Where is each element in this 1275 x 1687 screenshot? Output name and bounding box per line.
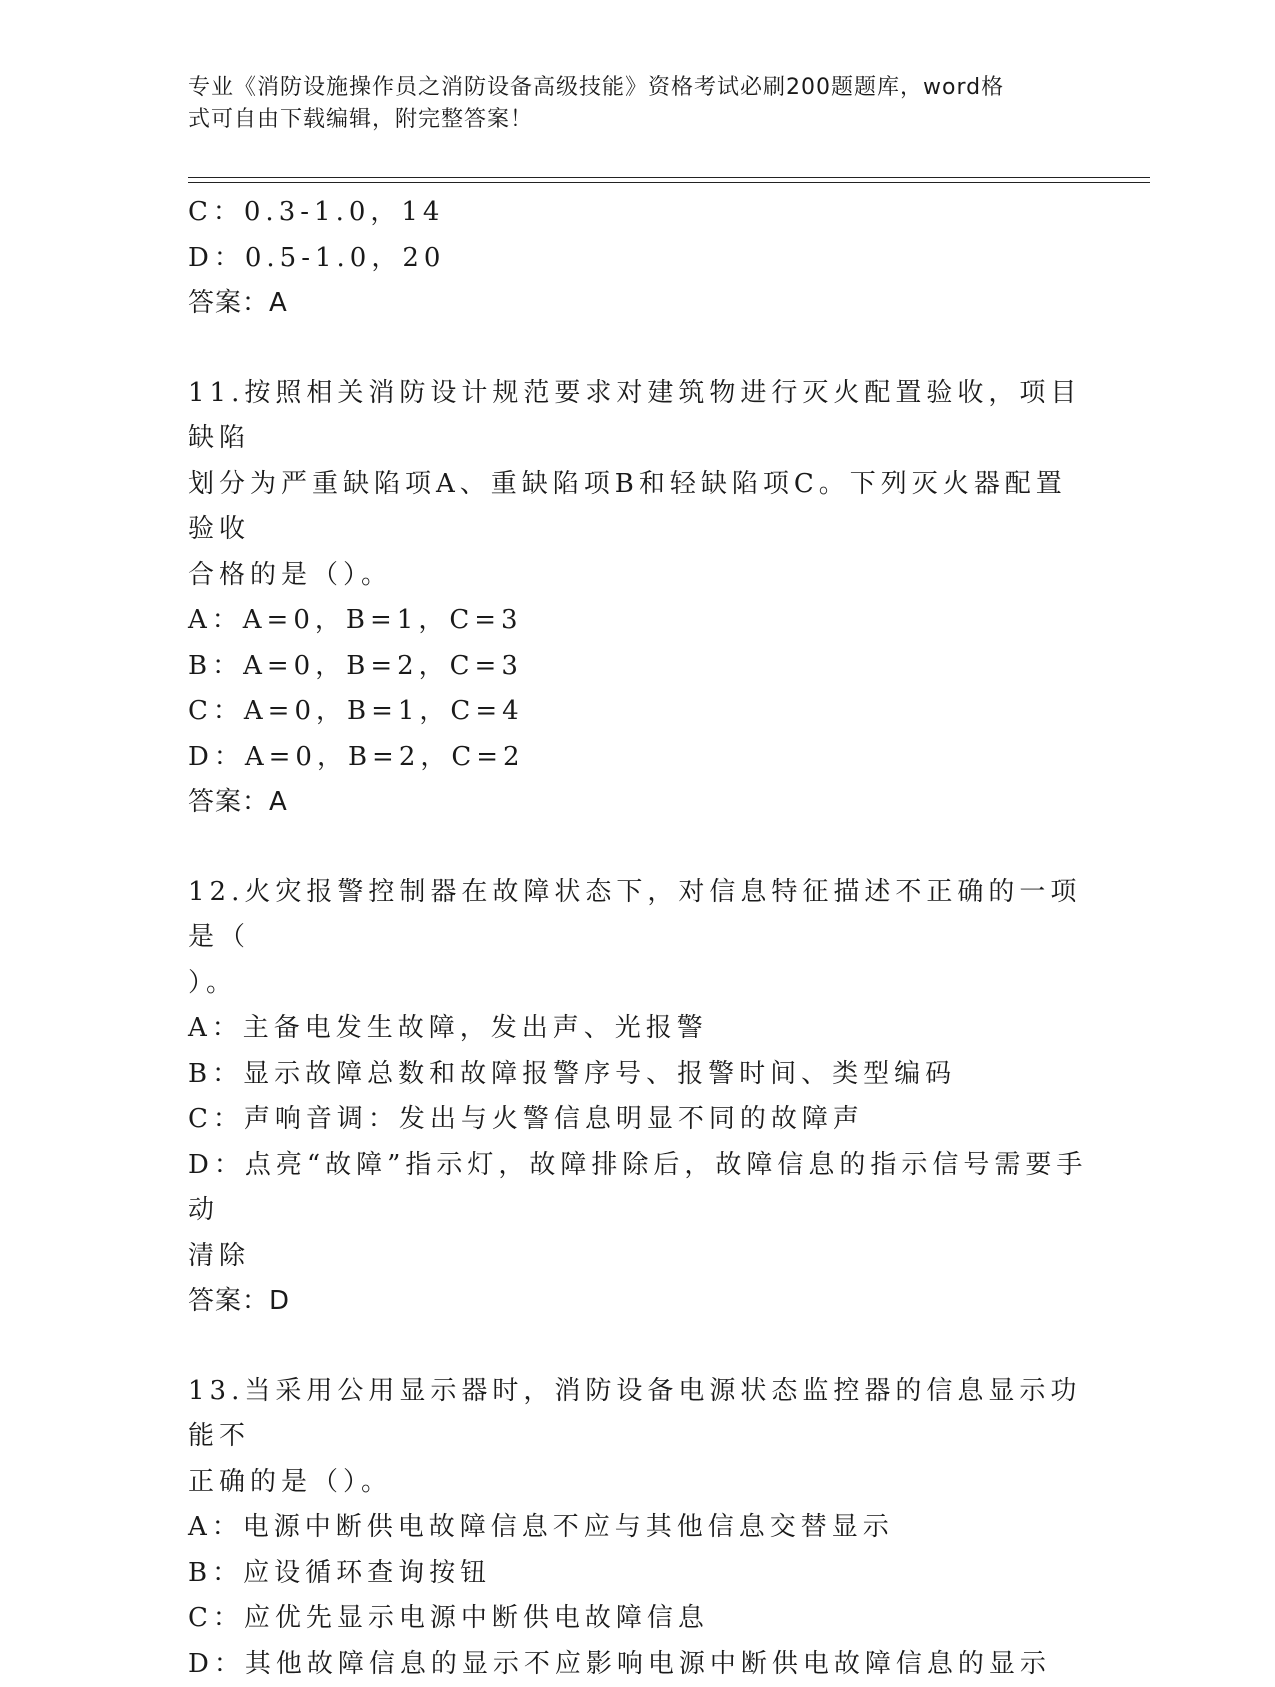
option-d: D：点亮“故障”指示灯，故障排除后，故障信息的指示信号需要手动 xyxy=(188,1143,1088,1234)
question-13 xyxy=(188,1369,1088,1687)
question-stem: 12.火灾报警控制器在故障状态下，对信息特征描述不正确的一项是（ xyxy=(188,870,1088,961)
option-c: C：应优先显示电源中断供电故障信息 xyxy=(188,1596,1088,1642)
header-divider-bottom xyxy=(188,182,1150,183)
option-b: B：应设循环查询按钮 xyxy=(188,1551,1088,1597)
previous-question-tail xyxy=(188,190,1088,327)
option-a: A：主备电发生故障，发出声、光报警 xyxy=(188,1006,1088,1052)
header-line-1: 专业《消防设施操作员之消防设备高级技能》资格考试必刷200题题库，word格 xyxy=(188,72,1068,104)
option-d: D：A=0，B=2，C=2 xyxy=(188,735,1088,781)
question-stem: 合格的是（）。 xyxy=(188,553,1088,599)
question-12 xyxy=(188,870,1088,1325)
option-d: D：0.5-1.0，20 xyxy=(188,236,1088,282)
question-content xyxy=(188,190,1088,1687)
answer-line: 答案：A xyxy=(188,281,1088,327)
option-d: D：其他故障信息的显示不应影响电源中断供电故障信息的显示 xyxy=(188,1642,1088,1687)
option-b: B：A=0，B=2，C=3 xyxy=(188,644,1088,690)
question-11 xyxy=(188,371,1088,826)
header-line-2: 式可自由下载编辑，附完整答案！ xyxy=(188,104,1068,136)
question-stem: 正确的是（）。 xyxy=(188,1460,1088,1506)
option-b: B：显示故障总数和故障报警序号、报警时间、类型编码 xyxy=(188,1052,1088,1098)
option-c: C：0.3-1.0，14 xyxy=(188,190,1088,236)
question-stem: ）。 xyxy=(188,961,1088,1007)
answer-line: 答案：A xyxy=(188,780,1088,826)
answer-line: 答案：D xyxy=(188,1279,1088,1325)
header-divider-top xyxy=(188,177,1150,178)
option-d-continued: 清除 xyxy=(188,1234,1088,1280)
option-c: C：A=0，B=1，C=4 xyxy=(188,689,1088,735)
option-a: A：电源中断供电故障信息不应与其他信息交替显示 xyxy=(188,1505,1088,1551)
question-stem: 13.当采用公用显示器时，消防设备电源状态监控器的信息显示功能不 xyxy=(188,1369,1088,1460)
option-c: C：声响音调：发出与火警信息明显不同的故障声 xyxy=(188,1097,1088,1143)
question-stem: 11.按照相关消防设计规范要求对建筑物进行灭火配置验收，项目缺陷 xyxy=(188,371,1088,462)
document-header xyxy=(188,72,1068,136)
question-stem: 划分为严重缺陷项A、重缺陷项B和轻缺陷项C。下列灭火器配置验收 xyxy=(188,462,1088,553)
option-a: A：A=0，B=1，C=3 xyxy=(188,598,1088,644)
